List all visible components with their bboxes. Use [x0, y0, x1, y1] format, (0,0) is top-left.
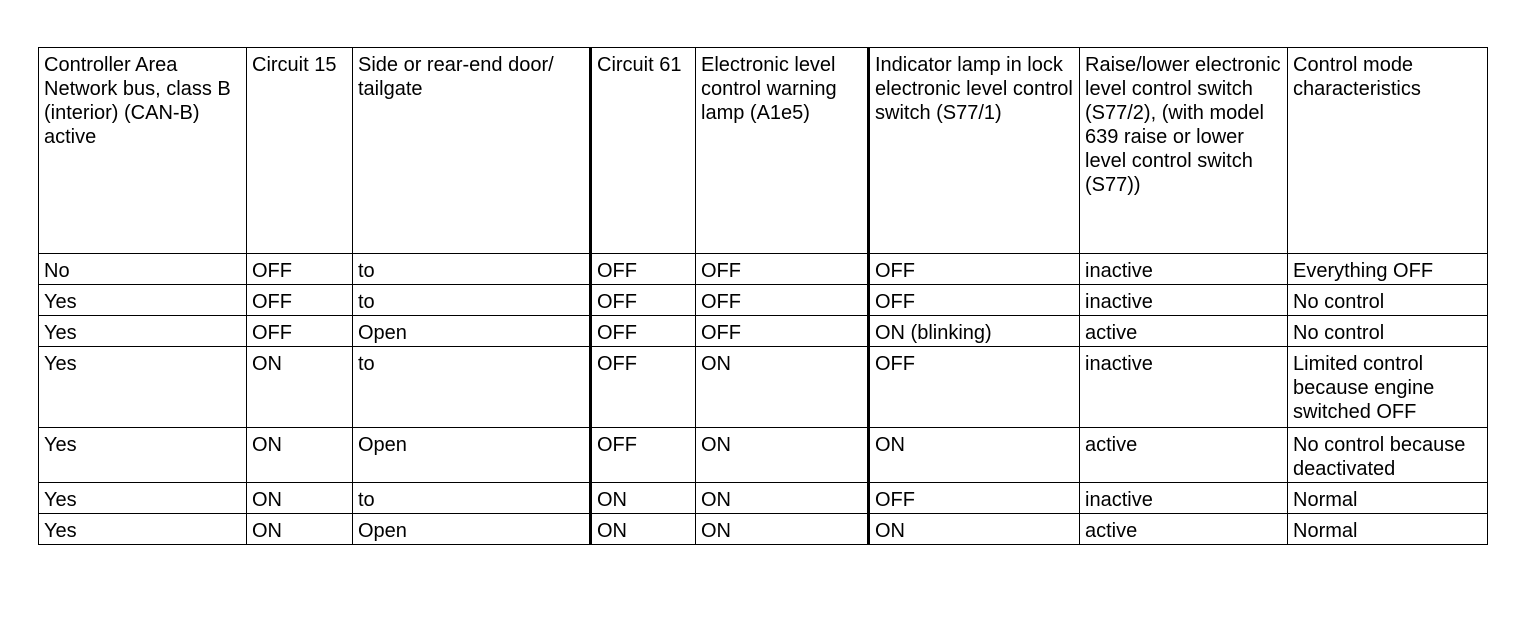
cell-warning-lamp: ON [696, 514, 869, 545]
cell-can-b: Yes [39, 483, 247, 514]
cell-circuit-15: ON [247, 347, 353, 428]
table-row [39, 316, 1488, 347]
cell-control-mode: Everything OFF [1288, 254, 1488, 285]
cell-indicator-lamp: ON [869, 428, 1080, 483]
cell-can-b: Yes [39, 347, 247, 428]
table-row [39, 428, 1488, 483]
cell-can-b: Yes [39, 514, 247, 545]
header-can-b-active: Controller Area Network bus, class B (interior) (CAN-B) active [39, 48, 247, 254]
cell-switch: active [1080, 514, 1288, 545]
cell-switch: inactive [1080, 285, 1288, 316]
table-header-row [39, 48, 1488, 254]
cell-indicator-lamp: OFF [869, 483, 1080, 514]
cell-control-mode: No control [1288, 316, 1488, 347]
cell-circuit-15: ON [247, 483, 353, 514]
table-row [39, 254, 1488, 285]
cell-warning-lamp: OFF [696, 254, 869, 285]
cell-indicator-lamp: ON (blinking) [869, 316, 1080, 347]
cell-warning-lamp: OFF [696, 285, 869, 316]
cell-control-mode: Normal [1288, 514, 1488, 545]
header-circuit-61: Circuit 61 [591, 48, 696, 254]
cell-warning-lamp: OFF [696, 316, 869, 347]
cell-switch: active [1080, 316, 1288, 347]
cell-warning-lamp: ON [696, 428, 869, 483]
cell-control-mode: No control because deactivated [1288, 428, 1488, 483]
header-warning-lamp: Electronic level control warning lamp (A1e5) [696, 48, 869, 254]
cell-indicator-lamp: OFF [869, 347, 1080, 428]
table-row [39, 483, 1488, 514]
control-mode-table [38, 47, 1488, 545]
header-door-tailgate: Side or rear-end door/ tailgate [353, 48, 591, 254]
cell-door: to [353, 347, 591, 428]
cell-door: to [353, 483, 591, 514]
cell-indicator-lamp: OFF [869, 285, 1080, 316]
cell-switch: inactive [1080, 483, 1288, 514]
cell-circuit-15: ON [247, 514, 353, 545]
cell-can-b: Yes [39, 316, 247, 347]
cell-control-mode: Normal [1288, 483, 1488, 514]
cell-indicator-lamp: ON [869, 514, 1080, 545]
cell-circuit-61: OFF [591, 316, 696, 347]
cell-control-mode: Limited control because engine switched OFF [1288, 347, 1488, 428]
cell-door: to [353, 254, 591, 285]
cell-circuit-61: ON [591, 483, 696, 514]
cell-circuit-15: OFF [247, 254, 353, 285]
header-indicator-lamp: Indicator lamp in lock electronic level control switch (S77/1) [869, 48, 1080, 254]
cell-warning-lamp: ON [696, 483, 869, 514]
table-row [39, 514, 1488, 545]
cell-circuit-15: OFF [247, 285, 353, 316]
cell-door: Open [353, 428, 591, 483]
cell-indicator-lamp: OFF [869, 254, 1080, 285]
table-row [39, 285, 1488, 316]
cell-switch: inactive [1080, 347, 1288, 428]
header-raise-lower-switch: Raise/lower electronic level control switch (S77/2), (with model 639 raise or lower level control switch (S77)) [1080, 48, 1288, 254]
cell-door: Open [353, 514, 591, 545]
table-row [39, 347, 1488, 428]
cell-can-b: Yes [39, 428, 247, 483]
cell-circuit-61: OFF [591, 428, 696, 483]
cell-door: to [353, 285, 591, 316]
cell-circuit-61: ON [591, 514, 696, 545]
cell-control-mode: No control [1288, 285, 1488, 316]
cell-switch: active [1080, 428, 1288, 483]
cell-circuit-61: OFF [591, 347, 696, 428]
cell-circuit-15: OFF [247, 316, 353, 347]
header-circuit-15: Circuit 15 [247, 48, 353, 254]
cell-switch: inactive [1080, 254, 1288, 285]
cell-circuit-61: OFF [591, 254, 696, 285]
cell-circuit-15: ON [247, 428, 353, 483]
cell-can-b: Yes [39, 285, 247, 316]
cell-warning-lamp: ON [696, 347, 869, 428]
cell-circuit-61: OFF [591, 285, 696, 316]
cell-can-b: No [39, 254, 247, 285]
header-control-mode: Control mode characteristics [1288, 48, 1488, 254]
cell-door: Open [353, 316, 591, 347]
